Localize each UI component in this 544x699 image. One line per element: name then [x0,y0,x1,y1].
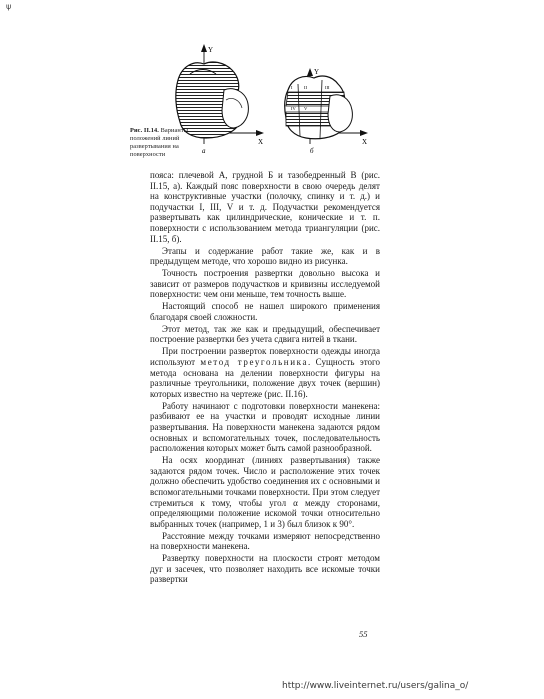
axis-label-y-left: Y [208,46,214,54]
x-axis-arrow-left [256,130,264,136]
page-number: 55 [359,629,368,639]
axis-label-y-right: Y [314,68,320,76]
watermark-url: http://www.liveinternet.ru/users/galina_o/ [282,681,469,691]
figure-label-a: а [202,147,206,155]
y-axis-arrow-right [307,68,313,76]
figure-caption [130,127,202,159]
armhole-left [222,89,248,128]
paragraph: Этот метод, так же как и предыдущий, обеспечивает построение развертки без учета сдвига нитей в ткани. [150,323,380,345]
spaced-term: метод треугольника [200,357,309,368]
body-text [150,170,380,586]
paragraph: На осях координат (линиях развертывания) также задаются рядом точек. Число и расположение этих точек должно обеспечить удобство соединения их с основными и вспомогательными точками поверхности. При этом следует стремиться к тому, чтобы угол α между сторонами, определяющими положение искомой точки относительно выбранных точек (например, 1 и 3) был близок к 90°. [150,455,380,529]
torso-right [285,68,368,144]
axis-label-x-left: X [258,138,264,146]
figure-label-b: б [310,147,314,155]
region-label-2: II [304,85,307,90]
paragraph: Этапы и содержание работ такие же, как и в предыдущем методе, что хорошо видно из рисунка. [150,245,380,267]
caption-label: Рис. II.14. [130,127,159,134]
region-label-1: I [291,85,293,90]
paragraph-part: . Сущность этого метода основана на делении поверхности фигуры на различные треугольники, положение двух точек (вершин) которых известно на чертеже (рис. II.16). [150,357,380,399]
paragraph-method [150,346,380,399]
corner-mark: ψ [6,2,12,11]
paragraph: Развертку поверхности на плоскости строят методом дуг и засечек, что позволяет находить все искомые точки развертки [150,553,380,585]
armhole-right [328,95,352,132]
paragraph: пояса: плечевой А, грудной Б и тазобедренный В (рис. II.15, а). Каждый пояс поверхности в свою очередь делят на конструктивные участки (полочку, спинку и т. д.) и подучастки I, III, V и т. д. Подучастки рекомендуется развертывать как цилиндрические, конические и т. п. поверхности с использованием метода триангуляции (рис. II.15, б). [150,170,380,244]
paragraph: Точность построения развертки довольно высока и зависит от размеров подучастков и кривизны исследуемой поверхности: чем они меньше, тем точность выше. [150,268,380,300]
paragraph: Настоящий способ не нашел широкого применения благодаря своей сложности. [150,301,380,322]
paragraph: Расстояние между точками измеряют непосредственно на поверхности манекена. [150,530,380,552]
caption-text: Варианты положений линий развертывания на поверхности [130,127,189,158]
region-label-4: IV [291,106,296,111]
y-axis-arrow-left [201,44,207,52]
paragraph: Работу начинают с подготовки поверхности манекена: разбивают ее на участки и проводят исходные линии развертывания. На поверхности манекена задаются рядом основных и вспомогательных точек, последовательность расположения которых может быть самой разнообразной. [150,400,380,454]
x-axis-arrow-right [360,130,368,136]
region-label-3: III [325,85,330,90]
axis-label-x-right: X [362,138,368,146]
region-label-5: V [304,106,308,111]
paragraph-part: При построении разверток поверхности одежды иногда используют [150,346,380,368]
